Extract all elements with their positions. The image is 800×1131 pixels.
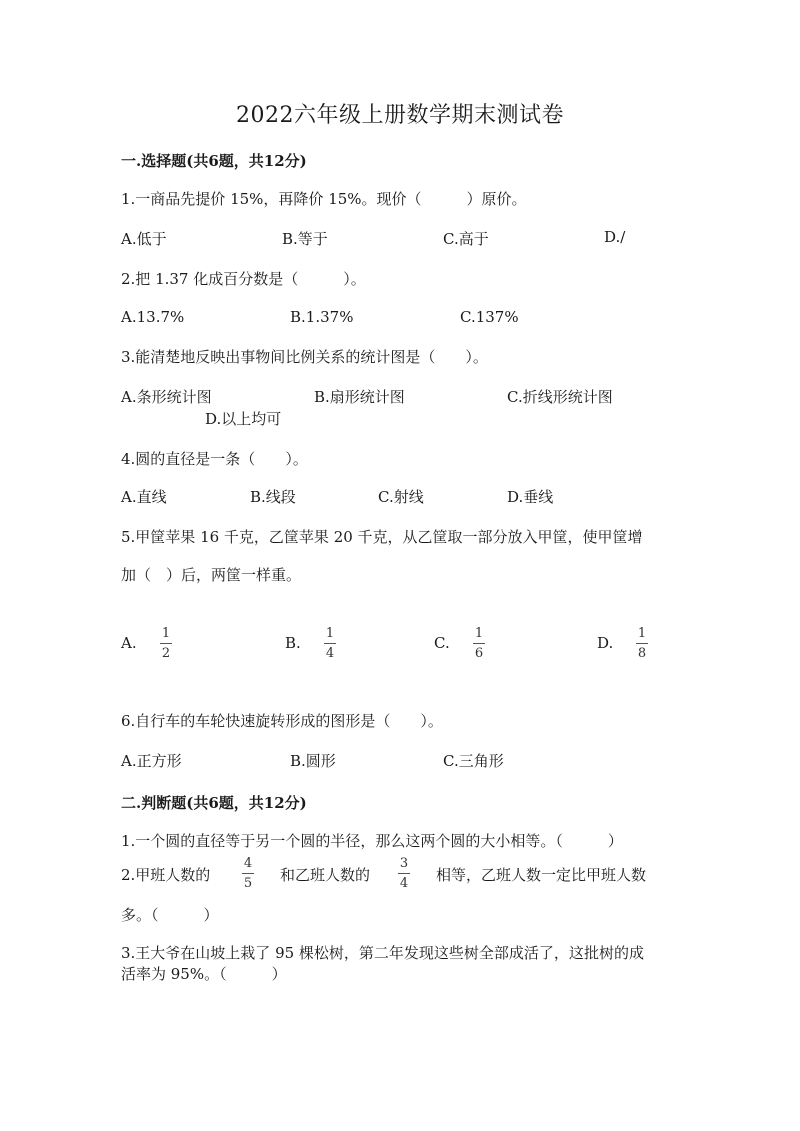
fraction-denominator: 2 (161, 646, 171, 661)
fraction-denominator: 5 (243, 876, 253, 891)
q1-5-option-b-label: B. (285, 634, 301, 652)
q1-3-option-c: C.折线形统计图 (507, 388, 613, 406)
fraction-numerator: 3 (399, 856, 409, 871)
q1-4-option-a: A.直线 (121, 488, 167, 506)
q1-2-option-b: B.1.37% (290, 308, 354, 326)
q1-4-option-c: C.射线 (378, 488, 424, 506)
q1-4-option-d: D.垂线 (507, 488, 554, 506)
q1-4-option-b: B.线段 (250, 488, 296, 506)
q2-2-fraction-1 (242, 857, 254, 890)
fraction-numerator: 1 (161, 626, 171, 641)
q1-6-option-b: B.圆形 (290, 752, 336, 770)
fraction-bar (242, 873, 254, 874)
fraction-numerator: 1 (325, 626, 335, 641)
q1-1-option-a: A.低于 (121, 230, 167, 248)
question-1-5-line2: 加（ ）后，两筐一样重。 (121, 566, 302, 584)
question-1-1: 1.一商品先提价 15%，再降价 15%。现价（ ）原价。 (121, 190, 527, 208)
q1-5-option-d-label: D. (597, 634, 614, 652)
question-2-2-line2: 多。（ ） (121, 906, 219, 924)
question-2-2-part2: 和乙班人数的 (280, 866, 371, 884)
question-1-4: 4.圆的直径是一条（ ）。 (121, 450, 308, 468)
section-heading-choice: 一.选择题(共6题，共12分) (121, 152, 307, 170)
fraction-numerator: 4 (243, 856, 253, 871)
question-2-3-line2: 活率为 95%。（ ） (121, 965, 287, 983)
question-2-2-part1: 2.甲班人数的 (121, 866, 211, 884)
question-2-1: 1.一个圆的直径等于另一个圆的半径，那么这两个圆的大小相等。（ ） (121, 832, 623, 850)
q1-5-option-d-fraction (636, 627, 648, 660)
q2-2-fraction-2 (398, 857, 410, 890)
question-1-5-line1: 5.甲筐苹果 16 千克，乙筐苹果 20 千克，从乙筐取一部分放入甲筐，使甲筐增 (121, 528, 643, 546)
fraction-numerator: 1 (474, 626, 484, 641)
q1-5-option-b-fraction (324, 627, 336, 660)
question-1-6: 6.自行车的车轮快速旋转形成的图形是（ ）。 (121, 712, 443, 730)
question-2-2-part3: 相等，乙班人数一定比甲班人数 (436, 866, 647, 884)
page-title: 2022六年级上册数学期末测试卷 (236, 103, 564, 128)
q1-6-option-a: A.正方形 (121, 752, 182, 770)
q1-3-option-a: A.条形统计图 (121, 388, 212, 406)
q1-5-option-a-label: A. (121, 634, 137, 652)
fraction-bar (473, 643, 485, 644)
fraction-denominator: 4 (325, 646, 335, 661)
q1-5-option-c-fraction (473, 627, 485, 660)
fraction-numerator: 1 (637, 626, 647, 641)
fraction-denominator: 4 (399, 876, 409, 891)
q1-2-option-a: A.13.7% (121, 308, 185, 326)
q1-5-option-c-label: C. (434, 634, 450, 652)
question-2-3-line1: 3.王大爷在山坡上栽了 95 棵松树，第二年发现这些树全部成活了，这批树的成 (121, 944, 644, 962)
q1-1-option-b: B.等于 (282, 230, 328, 248)
fraction-bar (160, 643, 172, 644)
q1-6-option-c: C.三角形 (443, 752, 504, 770)
fraction-denominator: 8 (637, 646, 647, 661)
q1-1-option-c: C.高于 (443, 230, 489, 248)
question-1-2: 2.把 1.37 化成百分数是（ ）。 (121, 270, 366, 288)
q1-3-option-d: D.以上均可 (205, 410, 282, 428)
fraction-bar (398, 873, 410, 874)
q1-1-option-d: D./ (604, 228, 626, 246)
question-1-3: 3.能清楚地反映出事物间比例关系的统计图是（ ）。 (121, 348, 488, 366)
q1-5-option-a-fraction (160, 627, 172, 660)
q1-2-option-c: C.137% (460, 308, 519, 326)
fraction-bar (324, 643, 336, 644)
fraction-bar (636, 643, 648, 644)
section-heading-judge: 二.判断题(共6题，共12分) (121, 794, 307, 812)
fraction-denominator: 6 (474, 646, 484, 661)
q1-3-option-b: B.扇形统计图 (314, 388, 405, 406)
